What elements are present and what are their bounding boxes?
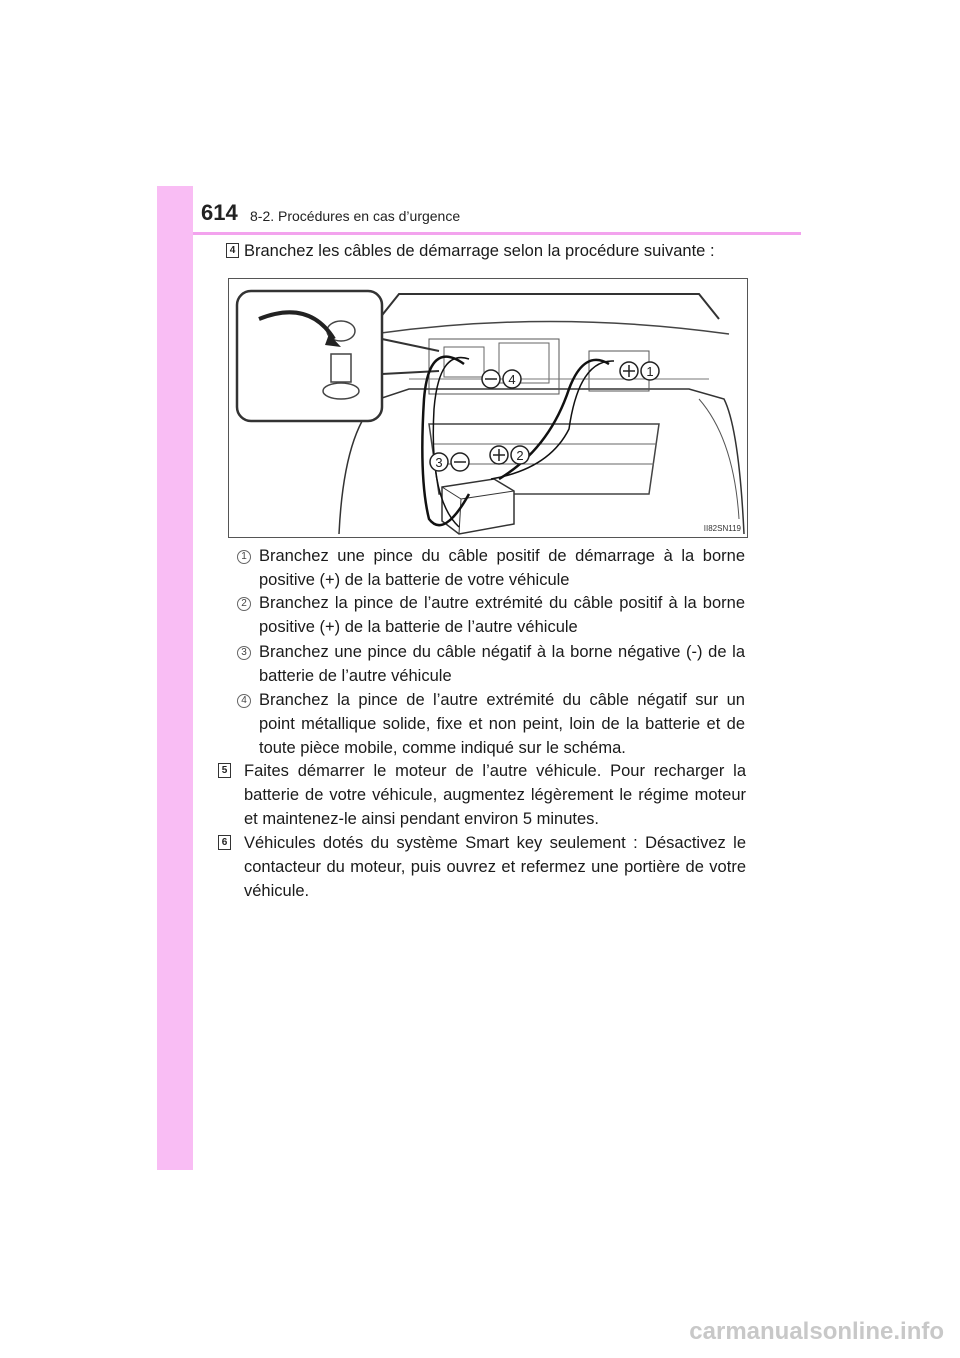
- watermark: carmanualsonline.info: [689, 1318, 944, 1345]
- step-6-text: Véhicules dotés du système Smart key seulement : Désactivez le contacteur du moteur, puis ouvrez et refermez une portière de votre véhicule.: [244, 834, 746, 900]
- substep-3-number: 3: [237, 646, 251, 660]
- battery-icon: [442, 479, 514, 534]
- substep-1-text: Branchez une pince du câble positif de démarrage à la borne positive (+) de la batterie de votre véhicule: [259, 547, 745, 589]
- page-number: 614: [201, 200, 238, 225]
- step-6-badge: 6: [218, 835, 231, 850]
- step-4-text: Branchez les câbles de démarrage selon la procédure suivante :: [244, 242, 715, 260]
- substep-4-text: Branchez la pince de l’autre extrémité du câble négatif sur un point métallique solide, fixe et non peint, loin de la batterie et de toute pièce mobile, comme indiqué sur le schéma.: [259, 691, 745, 757]
- chapter-tab-band: [157, 186, 193, 1170]
- callout-plus-1: [620, 362, 659, 380]
- engine-bay-illustration: [229, 279, 747, 537]
- figure-code: II82SN119: [703, 524, 741, 533]
- substep-1-number: 1: [237, 550, 251, 564]
- callout-plus-2: [490, 446, 529, 464]
- jump-start-diagram: [228, 278, 748, 538]
- callout-minus-3: [430, 453, 469, 471]
- step-4-badge: 4: [226, 243, 239, 258]
- callout-label-3: 3: [435, 455, 443, 470]
- callout-label-1: 1: [646, 364, 654, 379]
- callout-label-4: 4: [508, 372, 516, 387]
- step-5-text: Faites démarrer le moteur de l’autre véhicule. Pour recharger la batterie de votre véhicule, augmentez légèrement le régime moteur et maintenez-le ainsi pendant environ 5 minutes.: [244, 762, 746, 828]
- header-rule: [193, 232, 801, 235]
- substep-2-text: Branchez la pince de l’autre extrémité du câble positif à la borne positive (+) de la batterie de l’autre véhicule: [259, 594, 745, 636]
- step-5-badge: 5: [218, 763, 231, 778]
- substep-2-number: 2: [237, 597, 251, 611]
- substep-4-number: 4: [237, 694, 251, 708]
- section-title: 8-2. Procédures en cas d’urgence: [250, 208, 461, 224]
- callout-label-2: 2: [516, 448, 524, 463]
- substep-3-text: Branchez une pince du câble négatif à la borne négative (-) de la batterie de l’autre véhicule: [259, 643, 745, 685]
